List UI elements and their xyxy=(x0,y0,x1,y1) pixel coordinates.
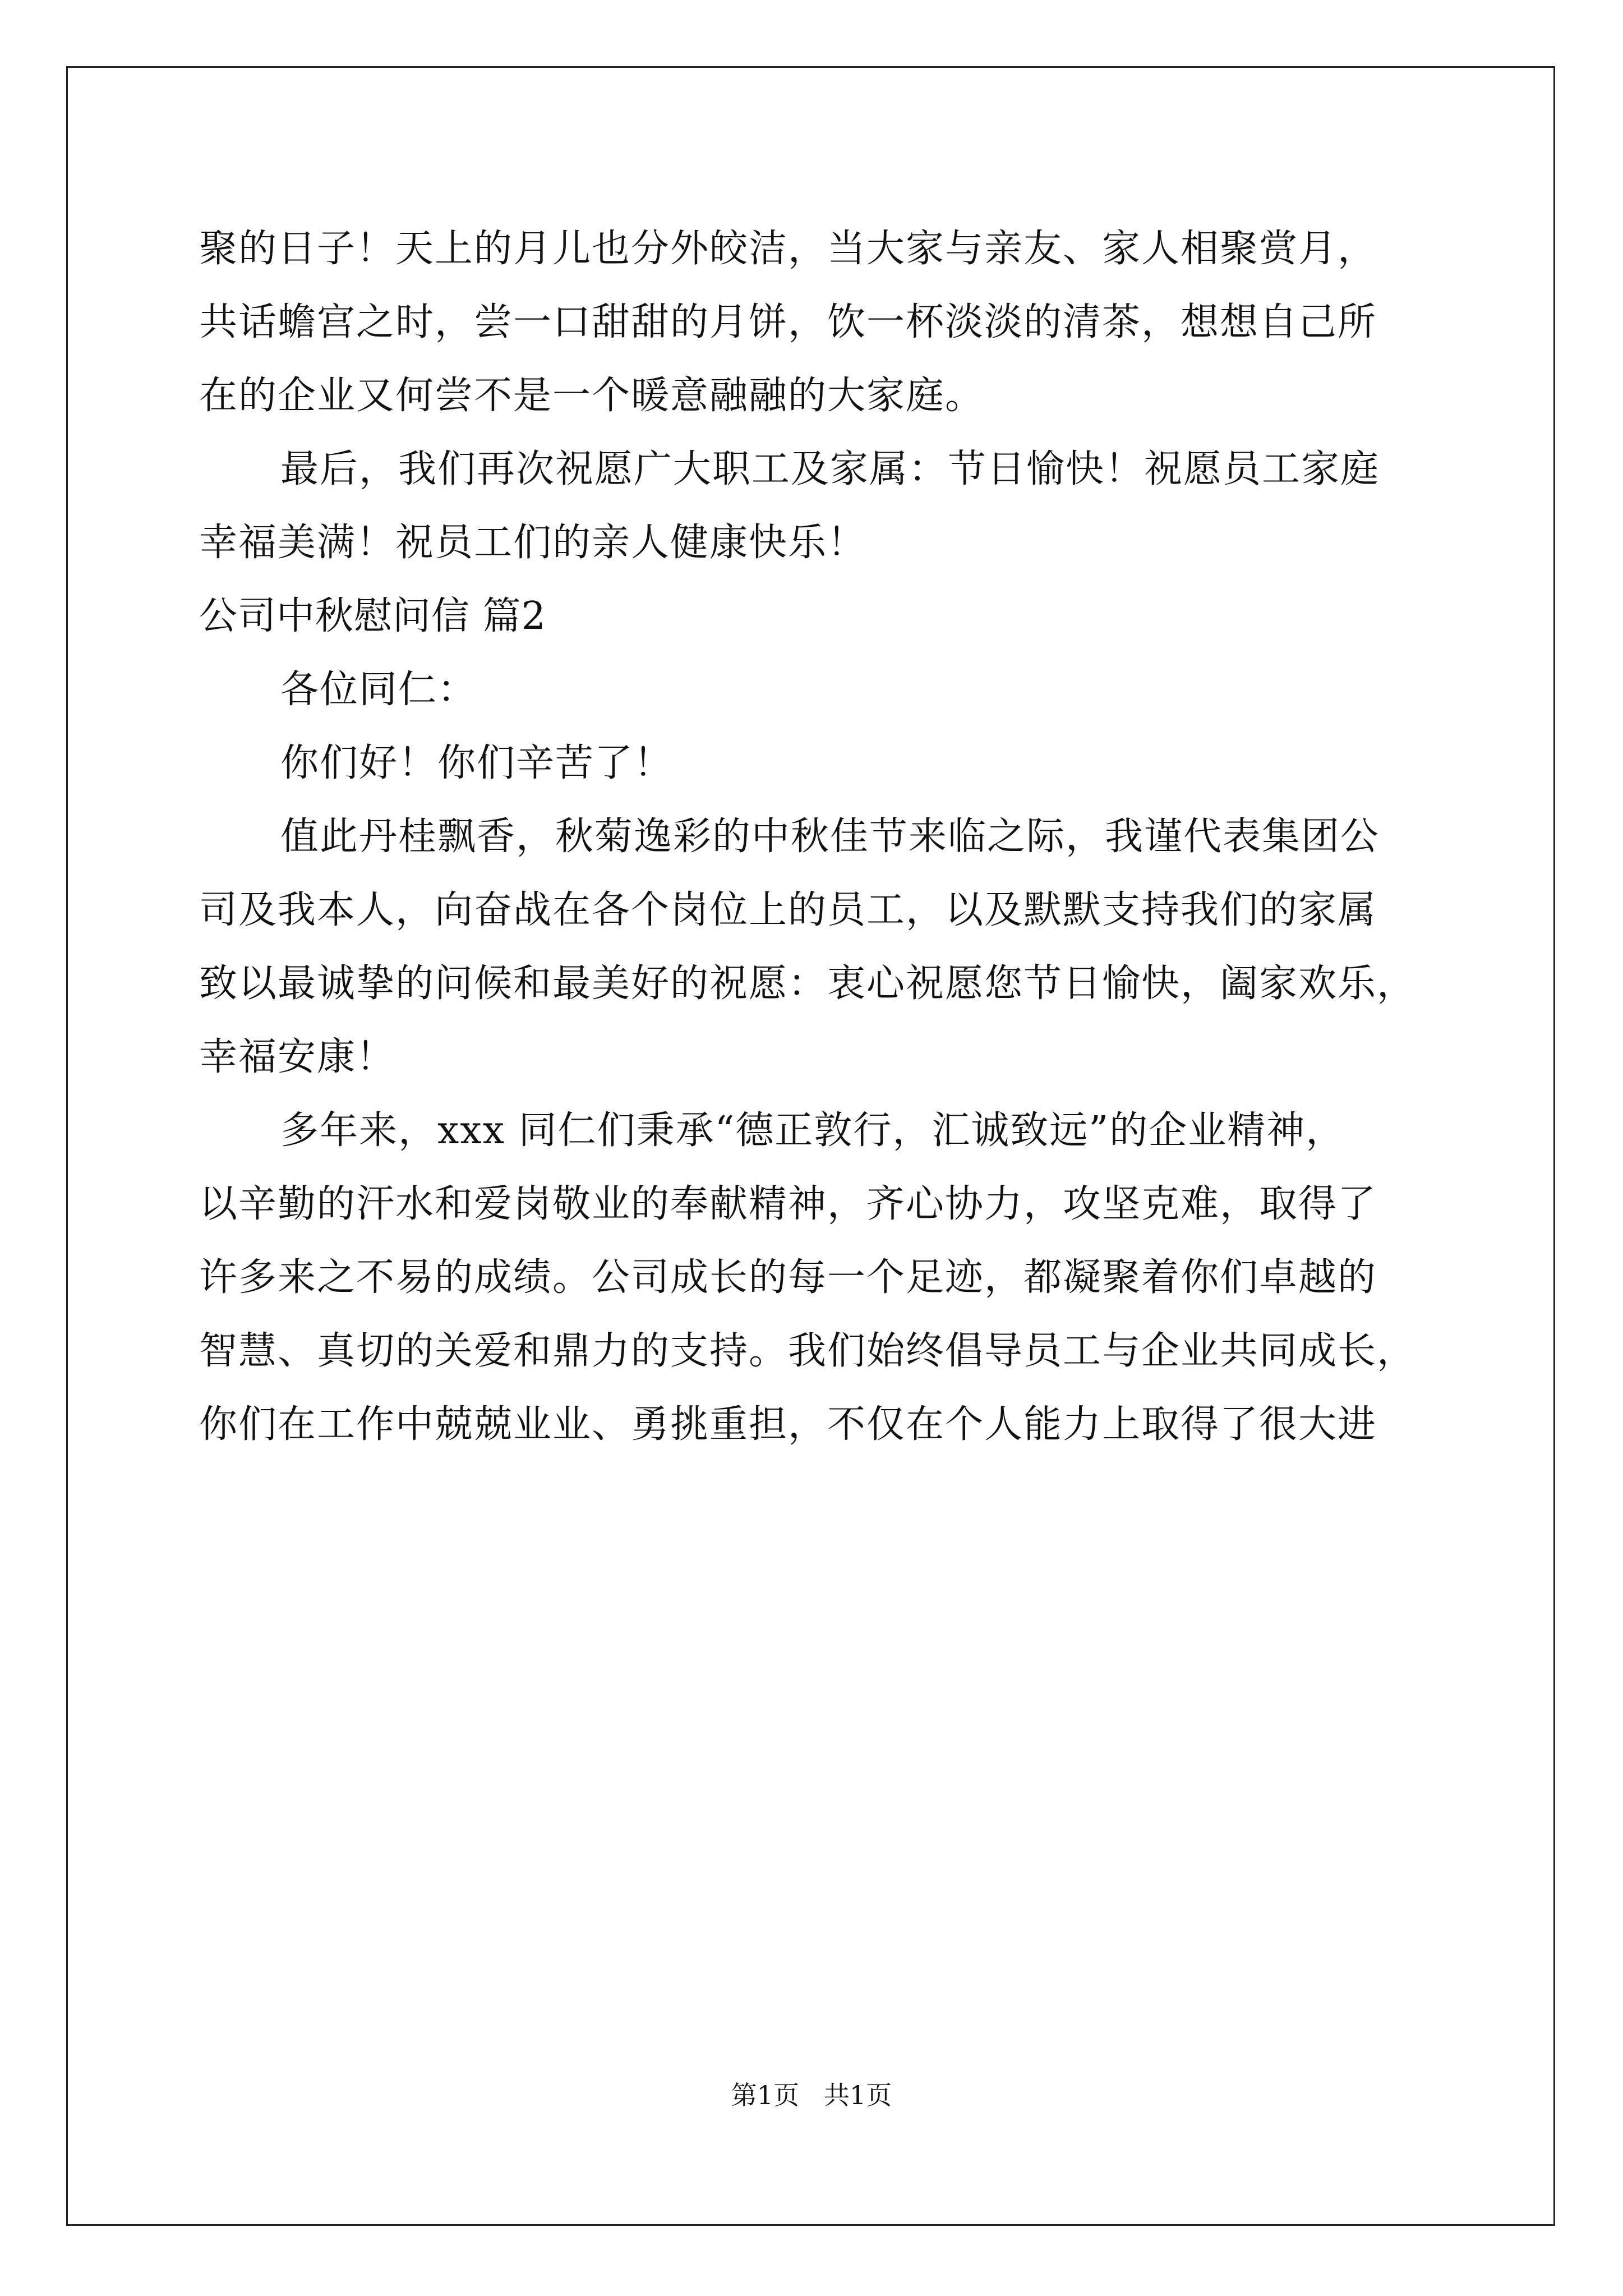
section-heading: 公司中秋慰问信 篇2 xyxy=(199,594,546,638)
text-line: 幸福安康！ xyxy=(199,1035,396,1079)
page-footer: 第1页 共1页 xyxy=(731,2080,892,2110)
text-line: 智慧、真切的关爱和鼎力的支持。我们始终倡导员工与企业共同成长， xyxy=(199,1329,1417,1373)
text-line: 致以最诚挚的问候和最美好的祝愿：衷心祝愿您节日愉快，阖家欢乐， xyxy=(199,961,1417,1006)
text-line: 以辛勤的汗水和爱岗敬业的奉献精神，齐心协力，攻坚克难，取得了 xyxy=(199,1182,1377,1226)
paragraph-start: 多年来，xxx 同仁们秉承“德正敦行，汇诚致远”的企业精神， xyxy=(280,1108,1345,1153)
paragraph-start: 值此丹桂飘香，秋菊逸彩的中秋佳节来临之际，我谨代表集团公 xyxy=(280,815,1380,859)
text-line: 许多来之不易的成绩。公司成长的每一个足迹，都凝聚着你们卓越的 xyxy=(199,1255,1377,1300)
document-body xyxy=(199,212,1433,1461)
paragraph-start: 最后，我们再次祝愿广大职工及家属：节日愉快！祝愿员工家庭 xyxy=(280,447,1380,491)
text-line: 司及我本人，向奋战在各个岗位上的员工，以及默默支持我们的家属 xyxy=(199,888,1377,932)
text-line: 聚的日子！天上的月儿也分外皎洁，当大家与亲友、家人相聚赏月， xyxy=(199,227,1377,271)
text-line: 幸福美满！祝员工们的亲人健康快乐！ xyxy=(199,521,867,565)
greeting: 你们好！你们辛苦了！ xyxy=(280,741,674,785)
text-line: 在的企业又何尝不是一个暖意融融的大家庭。 xyxy=(199,374,985,418)
text-line: 你们在工作中兢兢业业、勇挑重担，不仅在个人能力上取得了很大进 xyxy=(199,1402,1377,1447)
text-line: 共话蟾宫之时，尝一口甜甜的月饼，饮一杯淡淡的清茶，想想自己所 xyxy=(199,300,1377,344)
salutation: 各位同仁： xyxy=(280,668,477,712)
